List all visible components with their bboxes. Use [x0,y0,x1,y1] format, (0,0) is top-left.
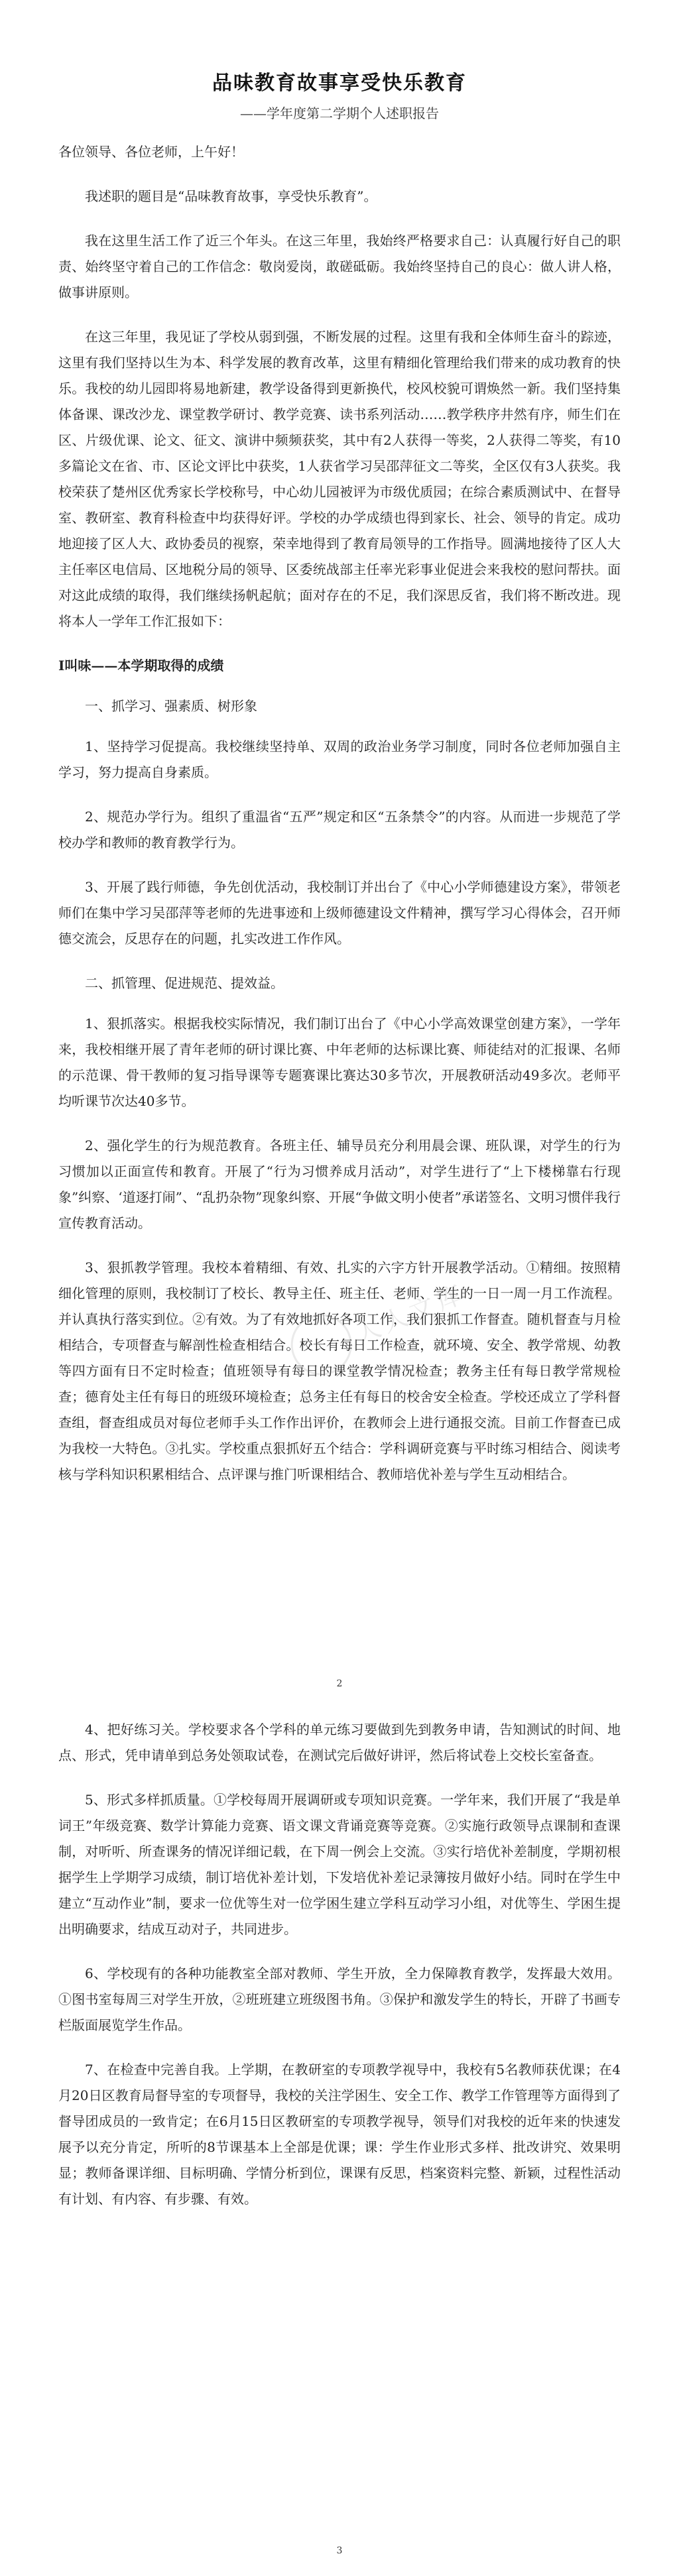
paragraph-item-3: 3、开展了践行师德，争先创优活动，我校制订并出台了《中心小学师德建设方案》，带领老师们在集中学习吴邵萍等老师的先进事迹和上级师德建设文件精神，撰写学习心得体会，召开师德交流会，反思存在的问题，扎实改进工作作风。 [58,879,621,947]
page-number: 2 [336,1678,343,1689]
page-2-body [58,1717,621,2231]
subheading-study: 一、抓学习、强素质、树形象 [85,698,257,714]
paragraph-topic: 我述职的题目是“品味教育故事，享受快乐教育”。 [85,188,377,204]
paragraph-intro: 我在这里生活工作了近三个年头。在这三年里，我始终严格要求自己：认真履行好自己的职责、始终坚守着自己的工作信念：敬岗爱岗，敢磋砥砺。我始终坚持自己的良心：做人讲人格，做事讲原则。 [58,233,621,300]
document-title: 品味教育故事享受快乐教育 [212,72,467,95]
section-heading-achievements: Ⅰ叫味——本学期取得的成绩 [58,658,224,673]
paragraph-three-years: 在这三年里，我见证了学校从弱到强，不断发展的过程。这里有我和全体师生奋斗的踪迹，这里有我们坚持以生为本、科学发展的教育改革，这里有精细化管理给我们带来的成功教育的快乐。我校的幼儿园即将易地新建，教学设备得到更新换代，校风校貌可谓焕然一新。我们坚持集体备课、课改沙龙、课堂教学研讨、教学竞赛、读书系列活动……教学秩序井然有序，师生们在区、片级优课、论文、征文、演讲中频频获奖，其中有2人获得一等奖，2人获得二等奖，有10多篇论文在省、市、区论文评比中获奖，1人获省学习吴邵萍征文二等奖，全区仅有3人获奖。我校荣获了楚州区优秀家长学校称号，中心幼儿园被评为市级优质园；在综合素质测试中、在督导室、教研室、教育科检查中均获得好评。学校的办学成绩也得到家长、社会、领导的肯定。成功地迎接了区人大、政协委员的视察，荣幸地得到了教育局领导的工作指导。圆满地接待了区人大主任率区电信局、区地税分局的领导、区委统战部主任率光彩事业促进会来我校的慰问帮扶。面对这此成绩的取得，我们继续扬帆起航；面对存在的不足，我们深思反省，我们将不断改进。现将本人一学年工作汇报如下： [58,329,621,629]
paragraph-mgmt-3: 3、狠抓教学管理。我校本着精细、有效、扎实的六字方针开展教学活动。①精细。按照精细化管理的原则，我校制订了校长、教导主任、班主任、老师、学生的一日一周一月工作流程。并认真执行落实到位。②有效。为了有效地抓好各项工作，我们狠抓工作督查。随机督查与月检相结合，专项督查与解剖性检查相结合。校长有每日工作检查，就环境、安全、教学常规、幼教等四方面有日不定时检查；值班领导有每日的课堂教学情况检查；教务主任有每日教学常规检查；德育处主任有每日的班级环境检查；总务主任有每日的校舍安全检查。学校还成立了学科督查组，督查组成员对每位老师手头工作作出评价，在教师会上进行通报交流。目前工作督查已成为我校一大特色。③扎实。学校重点狠抓好五个结合：学科调研竞赛与平时练习相结合、阅读考核与学科知识积累相结合、点评课与推门听课相结合、教师培优补差与学生互动相结合。 [58,1259,621,1482]
paragraph-mgmt-2: 2、强化学生的行为规范教育。各班主任、辅导员充分利用晨会课、班队课，对学生的行为习惯加以正面宣传和教育。开展了“行为习惯养成月活动”，对学生进行了“上下楼梯靠右行现象”纠察、‘道逐打闹”、“乱扔杂物”现象纠察、开展“争做文明小使者”承诺签名、文明习惯伴我行宣传教育活动。 [58,1138,621,1231]
document-subtitle: ——学年度第二学期个人述职报告 [240,105,439,121]
paragraph-mgmt-4: 4、把好练习关。学校要求各个学科的单元练习要做到先到教务申请，告知测试的时间、地点、形式，凭申请单到总务处领取试卷，在测试完后做好讲评，然后将试卷上交校长室备查。 [58,1722,621,1763]
watermark-text: 人人文库 [351,1278,470,1350]
paragraph-mgmt-5: 5、形式多样抓质量。①学校每周开展调研或专项知识竞赛。一学年来，我们开展了“我是单词王”年级竞赛、数学计算能力竞赛、语文课文背诵竞赛等竞赛。②实施行政领导点课制和查课制，对听听、所查课务的情况详细记载，在下周一例会上交流。③实行培优补差制度，学期初根据学生上学期学习成绩，制订培优补差计划，下发培优补差记录簿按月做好小结。同时在学生中建立“互动作业”制，要求一位优等生对一位学困生建立学科互动学习小组，对优等生、学困生提出明确要求，结成互动对子，共同进步。 [58,1792,621,1937]
page-number: 3 [336,2546,343,2556]
page-1-body [58,139,621,1506]
greeting: 各位领导、各位老师，上午好！ [58,144,244,160]
paragraph-item-2: 2、规范办学行为。组织了重温省“五严”规定和区“五条禁令”的内容。从而进一步规范了学校办学和教师的教育教学行为。 [58,809,621,850]
subheading-management: 二、抓管理、促进规范、提效益。 [85,975,284,991]
paragraph-item-1: 1、坚持学习促提高。我校继续坚持单、双周的政治业务学习制度，同时各位老师加强自主学习，努力提高自身素质。 [58,738,621,780]
paragraph-mgmt-7: 7、在检查中完善自我。上学期，在教研室的专项教学视导中，我校有5名教师获优课；在4月20日区教育局督导室的专项督导，我校的关注学困生、安全工作、教学工作管理等方面得到了督导团成员的一致肯定；在6月15日区教研室的专项教学视导，领导们对我校的近年来的快速发展予以充分肯定，所听的8节课基本上全部是优课；课：学生作业形式多样、批改讲究、效果明显；教师备课详细、目标明确、学情分析到位，课课有反思，档案资料完整、新颖，过程性活动有计划、有内容、有步骤、有效。 [58,2062,621,2207]
paragraph-mgmt-6: 6、学校现有的各种功能教室全部对教师、学生开放，全力保障教育教学，发挥最大效用。①图书室每周三对学生开放，②班班建立班级图书角。③保护和激发学生的特长，开辟了书画专栏版面展览学生作品。 [58,1965,621,2033]
paragraph-mgmt-1: 1、狠抓落实。根据我校实际情况，我们制订出台了《中心小学高效课堂创建方案》，一学年来，我校相继开展了青年老师的研讨课比赛、中年老师的达标课比赛、师徒结对的汇报课、名师的示范课、骨干教师的复习指导课等专题赛课比赛达30多节次，开展教研活动49多次。老师平均听课节次达40多节。 [58,1016,621,1109]
